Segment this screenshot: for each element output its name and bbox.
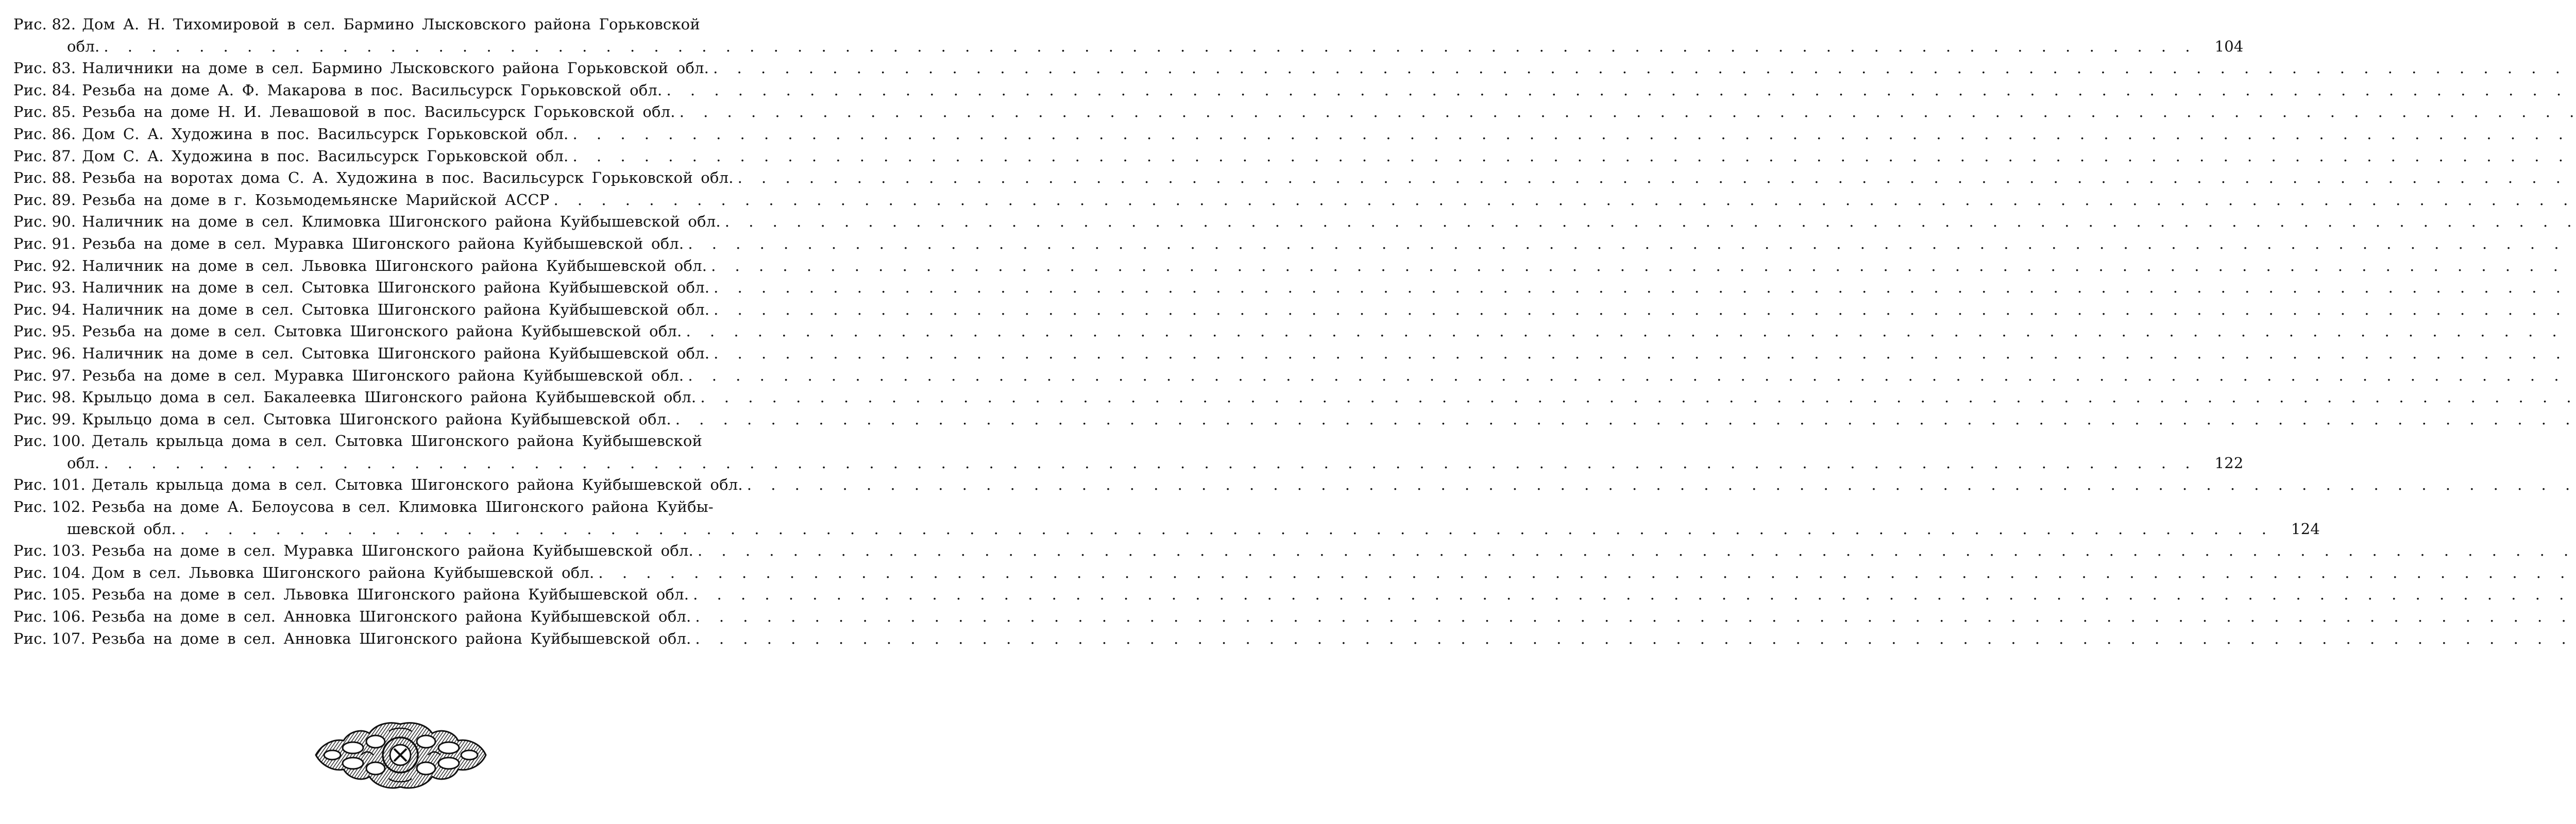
figure-entry-line xyxy=(13,628,809,650)
figure-entry xyxy=(13,408,809,431)
dot-leader xyxy=(675,408,2576,431)
dot-leader xyxy=(700,386,2576,408)
figure-entry-text xyxy=(13,540,2576,562)
dot-leader xyxy=(725,211,2576,233)
figure-entry-line xyxy=(13,562,809,584)
dot-leader xyxy=(693,583,2576,606)
figure-caption: Резьба на доме А. Ф. Макарова в пос. Васильсурск Горьковской обл. xyxy=(82,81,663,99)
figure-entry-text xyxy=(13,211,2576,233)
figure-entry-line xyxy=(13,583,809,606)
figure-entry-text xyxy=(13,606,2576,628)
figure-entry xyxy=(13,277,809,299)
figure-number: Рис. 84. xyxy=(13,81,76,99)
figure-entry xyxy=(13,342,809,365)
figure-entry xyxy=(13,13,2244,57)
page-number: 124 xyxy=(2291,520,2320,538)
figure-entry-line xyxy=(13,474,809,496)
figure-entry-text xyxy=(13,79,2576,101)
figure-entry-text xyxy=(13,342,2576,365)
figure-entry-text xyxy=(13,145,2576,167)
figure-number: Рис. 103. xyxy=(13,542,86,560)
figure-entry-line xyxy=(13,79,809,101)
figure-number: Рис. 93. xyxy=(13,279,76,297)
figure-caption: Наличник на доме в сел. Сытовка Шигонского района Куйбышевской обл. xyxy=(82,300,710,318)
figure-number: Рис. 102. xyxy=(13,498,86,516)
dot-leader xyxy=(688,365,2576,387)
figure-entry-text xyxy=(13,101,2576,123)
figure-entry xyxy=(13,562,809,584)
figure-caption: Деталь крыльца дома в сел. Сытовка Шигонского района Куйбышевской xyxy=(91,432,703,450)
figure-list xyxy=(13,13,2320,649)
figure-entry xyxy=(13,628,809,650)
figure-entry xyxy=(13,365,809,387)
figure-entry-text xyxy=(13,255,2576,277)
figure-entry-line xyxy=(13,452,2244,474)
figure-entry xyxy=(13,79,809,101)
figure-number: Рис. 106. xyxy=(13,608,86,626)
figure-entry xyxy=(13,606,809,628)
dot-leader xyxy=(666,79,2576,101)
figure-entry-text xyxy=(13,562,2576,584)
figure-entry xyxy=(13,189,809,211)
figure-entry-text xyxy=(13,496,777,518)
figure-entry-line xyxy=(13,57,809,79)
figure-caption: Резьба на доме Н. И. Левашовой в пос. Васильсурск Горьковской обл. xyxy=(82,103,675,121)
dot-leader xyxy=(686,320,2576,342)
figure-entry-line xyxy=(13,430,809,452)
dot-leader xyxy=(553,189,2576,211)
figure-caption: Дом С. А. Художина в пос. Васильсурск Горьковской обл. xyxy=(82,147,569,165)
figure-entry-line xyxy=(13,145,809,167)
figure-caption: Резьба на воротах дома С. А. Художина в пос. Васильсурск Горьковской обл. xyxy=(82,169,734,187)
figure-entry-line xyxy=(13,320,809,342)
figure-entry xyxy=(13,211,809,233)
figure-number: Рис. 100. xyxy=(13,432,86,450)
figure-caption: Дом в сел. Львовка Шигонского района Куйбышевской обл. xyxy=(91,563,595,581)
figure-caption: Дом С. А. Художина в пос. Васильсурск Горьковской обл. xyxy=(82,125,569,143)
figure-entry xyxy=(13,386,809,408)
figure-entry xyxy=(13,299,809,321)
figure-caption: шевской обл. xyxy=(67,520,176,538)
dot-leader xyxy=(714,342,2576,365)
figure-number: Рис. 96. xyxy=(13,344,76,362)
dot-leader xyxy=(598,562,2576,584)
figure-number: Рис. 94. xyxy=(13,300,76,318)
figure-entry-line xyxy=(13,496,809,518)
figure-entry-line xyxy=(13,277,809,299)
figure-number: Рис. 82. xyxy=(13,15,76,33)
figure-number: Рис. 107. xyxy=(13,629,86,647)
figure-number: Рис. 99. xyxy=(13,410,76,428)
figure-entry-text xyxy=(13,277,2576,299)
dot-leader xyxy=(104,36,2197,58)
figure-entry xyxy=(13,496,2320,540)
figure-entry xyxy=(13,233,809,255)
dot-leader xyxy=(747,474,2576,496)
figure-entry-text xyxy=(13,36,2212,58)
figure-number: Рис. 95. xyxy=(13,322,76,340)
figure-number: Рис. 85. xyxy=(13,103,76,121)
dot-leader xyxy=(738,167,2576,189)
dot-leader xyxy=(714,299,2576,321)
figure-number: Рис. 88. xyxy=(13,169,76,187)
figure-number: Рис. 90. xyxy=(13,213,76,231)
figure-entry-line xyxy=(13,408,809,431)
dot-leader xyxy=(688,233,2576,255)
figure-entry-text xyxy=(13,167,2576,189)
figure-entry xyxy=(13,145,809,167)
figure-entry-line xyxy=(13,101,809,123)
figure-entry-text xyxy=(13,408,2576,431)
figure-caption: Крыльцо дома в сел. Сытовка Шигонского района Куйбышевской обл. xyxy=(82,410,671,428)
dot-leader xyxy=(572,145,2576,167)
dot-leader xyxy=(698,540,2576,562)
figure-entry-line xyxy=(13,189,809,211)
figure-entry-line xyxy=(13,123,809,145)
figure-caption: Наличник на доме в сел. Сытовка Шигонского района Куйбышевской обл. xyxy=(82,344,710,362)
figure-number: Рис. 83. xyxy=(13,59,76,77)
figure-caption: Резьба на доме в сел. Муравка Шигонского района Куйбышевской обл. xyxy=(82,366,684,384)
dot-leader xyxy=(180,518,2274,540)
figure-entry-line xyxy=(13,386,809,408)
figure-entry-text xyxy=(13,518,2288,540)
figure-entry xyxy=(13,540,809,562)
figure-entry-text xyxy=(13,13,777,36)
figure-caption: Крыльцо дома в сел. Бакалеевка Шигонского района Куйбышевской обл. xyxy=(82,388,697,406)
dot-leader xyxy=(695,628,2576,650)
dot-leader xyxy=(104,452,2197,474)
figure-number: Рис. 105. xyxy=(13,586,86,604)
figure-entry xyxy=(13,474,809,496)
figure-entry xyxy=(13,167,809,189)
figure-entry xyxy=(13,583,809,606)
figure-caption: Резьба на доме в г. Козьмодемьянске Марийской АССР xyxy=(82,191,550,209)
figure-entry xyxy=(13,255,809,277)
figure-entry-line xyxy=(13,13,809,36)
figure-caption: Резьба на доме в сел. Анновка Шигонского района Куйбышевской обл. xyxy=(91,608,691,626)
dot-leader xyxy=(714,277,2576,299)
figure-entry-text xyxy=(13,474,2576,496)
figure-caption: Резьба на доме в сел. Муравка Шигонского района Куйбышевской обл. xyxy=(82,234,684,252)
figure-entry-line xyxy=(13,299,809,321)
figure-entry-line xyxy=(13,606,809,628)
figure-entry-text xyxy=(13,386,2576,408)
dot-leader xyxy=(695,606,2576,628)
figure-number: Рис. 98. xyxy=(13,388,76,406)
figure-number: Рис. 86. xyxy=(13,125,76,143)
figure-entry-line xyxy=(13,233,809,255)
figure-entry-text xyxy=(13,430,777,452)
figure-entry-text xyxy=(13,57,2576,79)
figure-entry-line xyxy=(13,36,2244,58)
figure-number: Рис. 97. xyxy=(13,366,76,384)
figure-entry xyxy=(13,320,809,342)
figure-entry-text xyxy=(13,628,2576,650)
figure-number: Рис. 89. xyxy=(13,191,76,209)
figure-entry-text xyxy=(13,452,2212,474)
figure-entry xyxy=(13,101,809,123)
figure-caption: Резьба на доме в сел. Муравка Шигонского района Куйбышевской обл. xyxy=(91,542,693,560)
figure-caption: Дом А. Н. Тихомировой в сел. Бармино Лысковского района Горьковской xyxy=(82,15,700,33)
figure-number: Рис. 92. xyxy=(13,256,76,274)
figure-caption: обл. xyxy=(67,37,100,55)
figure-caption: Наличник на доме в сел. Климовка Шигонского района Куйбышевской обл. xyxy=(82,213,721,231)
figure-entry-text xyxy=(13,299,2576,321)
figure-entry xyxy=(13,57,809,79)
figure-entry-text xyxy=(13,365,2576,387)
figure-entry-text xyxy=(13,123,2576,145)
figure-number: Рис. 104. xyxy=(13,563,86,581)
figure-entry-line xyxy=(13,167,809,189)
figure-entry-text xyxy=(13,189,2576,211)
figure-caption: Наличник на доме в сел. Львовка Шигонского района Куйбышевской обл. xyxy=(82,256,707,274)
figure-caption: Наличники на доме в сел. Бармино Лысковского района Горьковской обл. xyxy=(82,59,709,77)
figure-caption: Резьба на доме А. Белоусова в сел. Климовка Шигонского района Куйбы- xyxy=(91,498,714,516)
figure-entry-text xyxy=(13,320,2576,342)
figure-entry xyxy=(13,123,809,145)
figure-caption: Деталь крыльца дома в сел. Сытовка Шигонского района Куйбышевской обл. xyxy=(91,476,743,494)
figure-entry-line xyxy=(13,342,809,365)
figure-entry-line xyxy=(13,255,809,277)
page-number: 104 xyxy=(2214,37,2244,55)
dot-leader xyxy=(711,255,2576,277)
figure-caption: Резьба на доме в сел. Анновка Шигонского района Куйбышевской обл. xyxy=(91,629,691,647)
figure-entry-text xyxy=(13,233,2576,255)
figure-caption: Резьба на доме в сел. Сытовка Шигонского района Куйбышевской обл. xyxy=(82,322,682,340)
figure-caption: обл. xyxy=(67,454,100,472)
dot-leader xyxy=(572,123,2576,145)
figure-entry-line xyxy=(13,365,809,387)
figure-number: Рис. 91. xyxy=(13,234,76,252)
dot-leader xyxy=(680,101,2576,123)
figure-number: Рис. 101. xyxy=(13,476,86,494)
figure-entry-line xyxy=(13,540,809,562)
figure-entry xyxy=(13,430,2244,474)
figure-entry-text xyxy=(13,583,2576,606)
carved-floral-ornament-icon xyxy=(312,717,489,793)
figure-number: Рис. 87. xyxy=(13,147,76,165)
page-number: 122 xyxy=(2214,454,2244,472)
figure-entry-line xyxy=(13,211,809,233)
figure-caption: Наличник на доме в сел. Сытовка Шигонского района Куйбышевской обл. xyxy=(82,279,710,297)
dot-leader xyxy=(713,57,2576,79)
figure-caption: Резьба на доме в сел. Львовка Шигонского района Куйбышевской обл. xyxy=(91,586,689,604)
figure-entry-line xyxy=(13,518,2320,540)
